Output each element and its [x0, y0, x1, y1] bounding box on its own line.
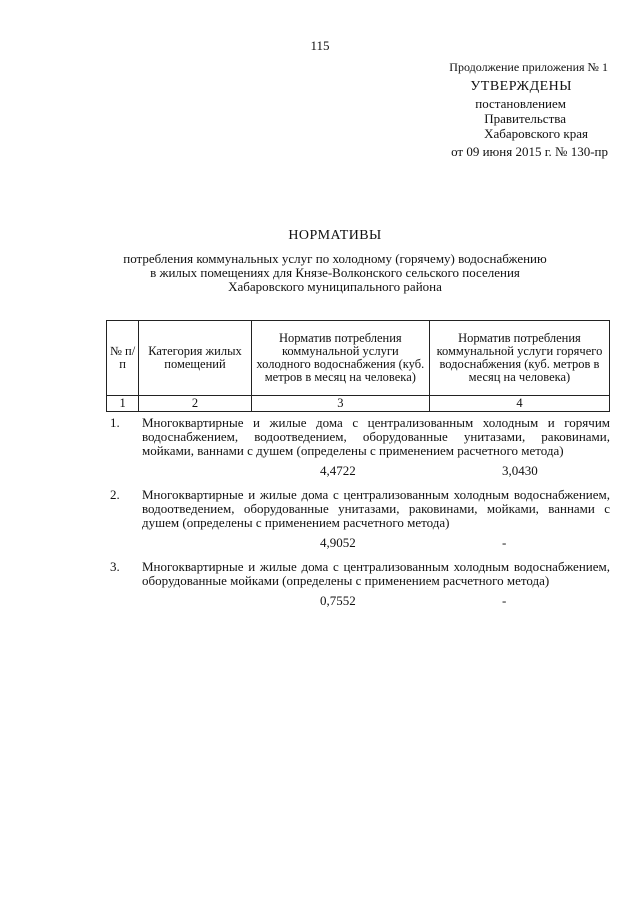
- column-number: 1: [107, 396, 139, 412]
- header-number: № п/п: [107, 321, 139, 396]
- list-item: [110, 488, 610, 554]
- cold-water-value: 4,4722: [320, 463, 356, 478]
- item-description: Многоквартирные и жилые дома с централизованным холодным и горячим водоснабжением, водоотведением, оборудованные унитазами, раковинами, мойками, ваннами с душем (определены с применением расчетного метода): [142, 415, 610, 458]
- item-values: [110, 536, 610, 554]
- title-subtitle: [100, 252, 570, 294]
- item-description: Многоквартирные и жилые дома с централизованным холодным водоснабжением, оборудованные мойками (определены с применением расчетного метода): [142, 559, 610, 588]
- column-number: 4: [429, 396, 609, 412]
- norms-table: [106, 320, 610, 412]
- subtitle-line-1: потребления коммунальных услуг по холодному (горячему) водоснабжению: [123, 251, 547, 266]
- hot-water-value: -: [502, 593, 507, 608]
- document-title: [100, 228, 570, 294]
- item-number: 2.: [110, 487, 120, 502]
- column-number: 2: [139, 396, 252, 412]
- approval-line-3: Хабаровского края: [484, 126, 588, 141]
- header-category: Категория жилых помещений: [139, 321, 252, 396]
- header-cold-water: Норматив потребления коммунальной услуги холодного водоснабжения (куб. метров в месяц на человека): [251, 321, 429, 396]
- continuation-note: Продолжение приложения № 1: [449, 60, 608, 74]
- subtitle-line-2: в жилых помещениях для Князе-Волконского сельского поселения: [150, 265, 520, 280]
- list-item: [110, 416, 610, 482]
- hot-water-value: 3,0430: [502, 463, 538, 478]
- item-values: [110, 464, 610, 482]
- subtitle-line-3: Хабаровского муниципального района: [228, 279, 442, 294]
- norms-list: [110, 416, 610, 618]
- item-description: Многоквартирные и жилые дома с централизованным холодным водоснабжением, водоотведением, оборудованные унитазами, раковинами, мойками, ваннами с душем (определены с применением расчетного метода): [142, 487, 610, 530]
- column-number-row: [107, 396, 610, 412]
- list-item: [110, 560, 610, 612]
- header-hot-water: Норматив потребления коммунальной услуги горячего водоснабжения (куб. метров в месяц на человека): [429, 321, 609, 396]
- table-header-row: [107, 321, 610, 396]
- cold-water-value: 4,9052: [320, 535, 356, 550]
- item-number: 3.: [110, 559, 120, 574]
- item-number: 1.: [110, 415, 120, 430]
- item-values: [110, 594, 610, 612]
- approval-line-2: Правительства: [484, 111, 566, 126]
- page-number: 115: [310, 38, 330, 53]
- approval-stamp: [388, 60, 608, 159]
- approval-date: от 09 июня 2015 г. № 130-пр: [451, 144, 608, 159]
- column-number: 3: [251, 396, 429, 412]
- title-heading: НОРМАТИВЫ: [288, 228, 382, 243]
- approved-label: УТВЕРЖДЕНЫ: [470, 79, 572, 94]
- cold-water-value: 0,7552: [320, 593, 356, 608]
- approval-line-1: постановлением: [475, 96, 566, 111]
- hot-water-value: -: [502, 535, 507, 550]
